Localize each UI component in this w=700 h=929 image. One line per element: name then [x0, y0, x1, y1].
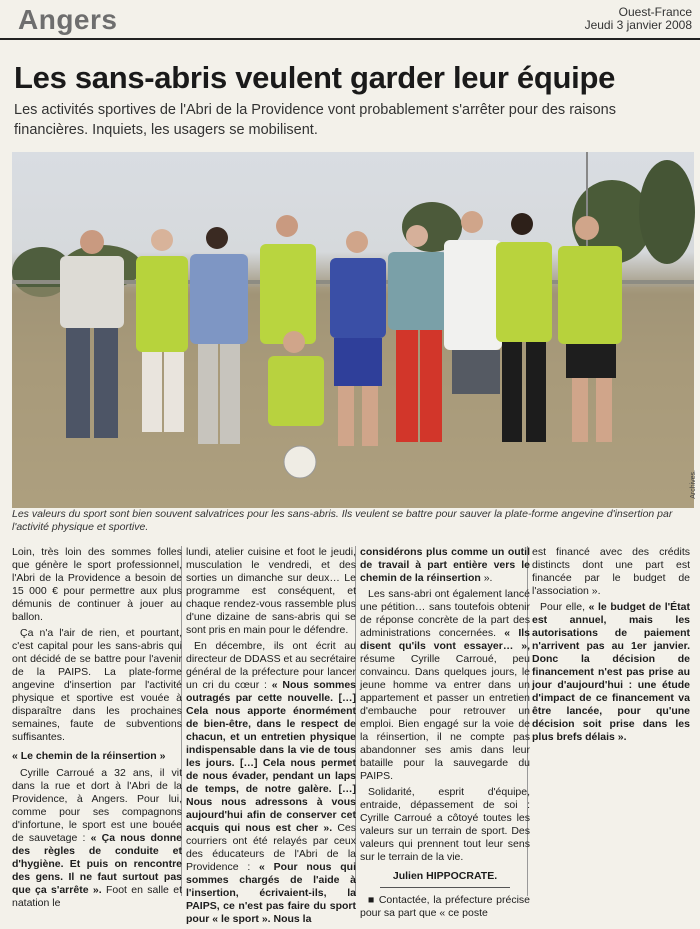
publication-date: Jeudi 3 janvier 2008 — [584, 18, 692, 32]
paragraph: lundi, atelier cuisine et foot le jeudi, musculation le vendredi, et des sorties un dimanche sur deux… Le programme est conséquent, et chaque rendez-vous rassemble plus d'une dizaine de sans-abris qui se sont pris en main pour le défendre. — [186, 546, 356, 636]
text-run: Foot en salle et natation le — [12, 884, 182, 909]
text-run: Pour elle, — [540, 601, 589, 613]
paragraph — [360, 546, 530, 585]
quote: « le budget de l'État est annuel, mais les autorisations de paiement n'arrivent pas au 1er janvier. Donc la décision de financement n'est pas prise au jour d'aujourd'hui : une étude d'impact de ce financement va être lancée, pour qu'une décision soit prise dans les plus brefs délais ». — [532, 601, 690, 743]
column-2 — [186, 546, 356, 929]
text-run: ». — [480, 572, 493, 584]
paragraph: ■ Contactée, la préfecture précise pour sa part que « ce poste — [360, 894, 530, 919]
photo-credit: Archives. — [690, 470, 697, 499]
paragraph: est financé avec des crédits distincts dont une part est financée par le budget de l'association ». — [532, 546, 690, 597]
text-run: Cyrille Carroué a 32 ans, il vit dans la rue et dort à l'Abri de la Providence, à Angers. Pour lui, comme pour ses compagnons d'infortune, le sport est une bouée de sauvetage : — [12, 767, 182, 844]
paragraph: Solidarité, esprit d'équipe, entraide, dépassement de soi : Cyrille Carroué a côtoyé toutes les valeurs sur un terrain de sport. Des valeurs qui prennent tout leur sens sur le terrain de la vie. — [360, 786, 530, 863]
quote: « Ça nous donne des règles de conduite et d'hygiène. Et puis on rencontre des gens. Il ne faut surtout pas que ça s'arrête ». — [12, 832, 182, 896]
column-4 — [532, 546, 690, 747]
photo-caption: Les valeurs du sport sont bien souvent salvatrices pour les sans-abris. Ils veulent se battre pour sauver la plate-forme angevine d'insertion par l'activité physique et sportive. — [12, 508, 673, 533]
paragraph: Loin, très loin des sommes folles que génère le sport professionnel, l'Abri de la Providence a besoin de 15 000 € pour permettre aux plus démunis de continuer à jouer au ballon. — [12, 546, 182, 623]
quote: considérons plus comme un outil de travail à part entière vers le chemin de la réinsertion — [360, 546, 530, 584]
lede: Les activités sportives de l'Abri de la Providence vont probablement s'arrêter pour des raisons financières. Inquiets, les usagers se mobilisent. — [14, 102, 616, 138]
newspaper-name: Ouest-France — [618, 5, 692, 19]
paragraph — [360, 588, 530, 783]
column-1 — [12, 546, 182, 913]
author-signature: Julien HIPPOCRATE. — [392, 870, 498, 882]
quote: « Pour nous qui sommes chargés de l'aide à l'insertion, écrivaient-ils, la PAIPS, ce n'est pas faire du sport pour « le sport ». Nous la — [186, 861, 356, 925]
separator — [380, 887, 510, 888]
quote: « Nous sommes outragés par cette nouvelle. […] Cela nous apporte énormément de bien-être, dans le respect de chacun, et un entretien physique indispensable dans la vie de tous les jours. […] Cela nous permet de nous évader, pendant un laps de temps, de notre galère. […] Nous nous adressons à vous aujourd'hui afin de conserver cet acquis qui nous est cher ». — [186, 679, 356, 834]
text-run: Les sans-abri ont également lancé une pétition… sans toutefois obtenir de réponse concrète de la part des administrations concernées. — [360, 588, 530, 639]
team-photo-illustration — [12, 152, 694, 508]
text-run: Ces courriers ont été relayés par ceux des éducateurs de l'Abri de la Providence : — [186, 822, 356, 873]
paragraph — [532, 601, 690, 744]
masthead — [585, 6, 692, 32]
section-title: Angers — [18, 4, 118, 35]
paragraph — [186, 640, 356, 926]
text-run: En décembre, ils ont écrit au directeur de DDASS et au secrétaire général de la préfecture pour lancer un cri du cœur : — [186, 640, 356, 691]
page-header — [0, 0, 700, 40]
text-run: résume Cyrille Carroué, peu convaincu. Dans quelques jours, le jeune homme va entrer dans un appartement et passer un entretien d'embauche pour retrouver un emploi. Bien engagé sur la voie de la réinsertion, il ne compte pas abandonner ses amis dans leur bataille pour la sauvegarde du PAIPS. — [360, 653, 530, 782]
paragraph: Ça n'a l'air de rien, et pourtant, c'est capital pour les sans-abris qui ont décidé de se battre pour l'avenir de la PAIPS. La plate-forme angevine d'insertion par l'activité physique et sportive est vouée à disparaître dans les prochaines semaines, faute de subventions suffisantes. — [12, 627, 182, 743]
subheading: « Le chemin de la réinsertion » — [12, 750, 166, 762]
column-3 — [360, 546, 530, 923]
headline: Les sans-abris veulent garder leur équipe — [14, 60, 616, 95]
team-photo — [12, 152, 697, 508]
quote: « Ils disent qu'ils vont essayer… », — [360, 627, 530, 652]
paragraph — [12, 767, 182, 910]
